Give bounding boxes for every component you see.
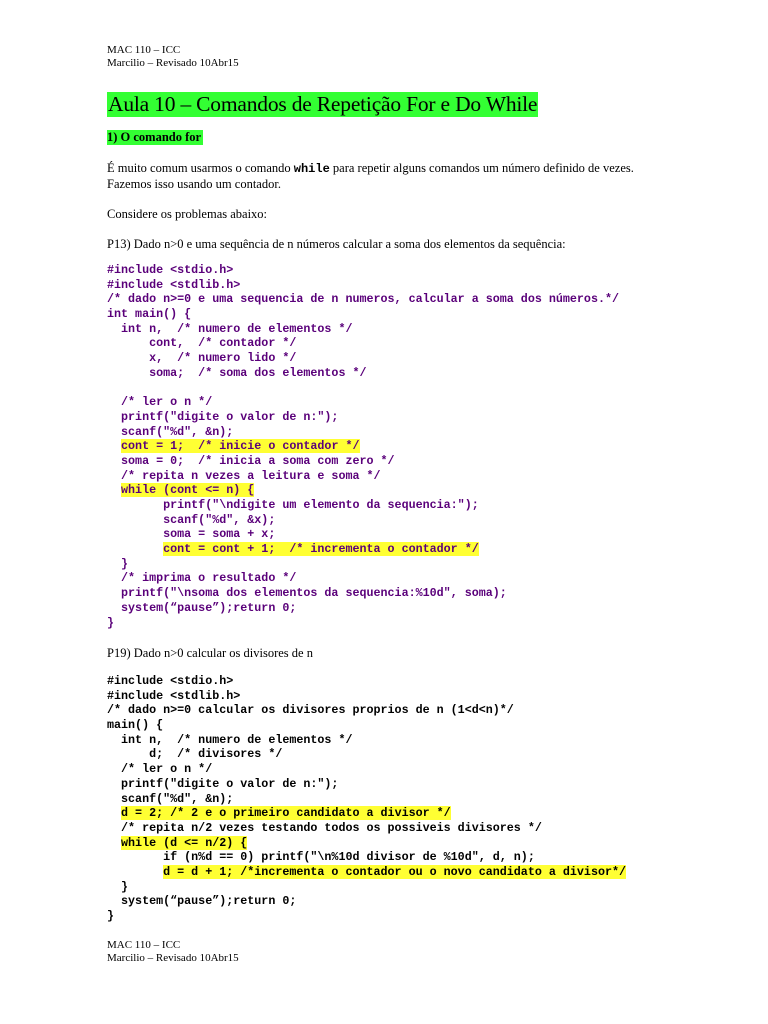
code-line: /* repita n/2 vezes testando todos os possiveis divisores */ (107, 820, 542, 835)
code-line: /* repita n vezes a leitura e soma */ (107, 468, 381, 483)
code-line: scanf("%d", &x); (107, 512, 276, 527)
code-line (107, 381, 619, 396)
code-line (107, 483, 619, 498)
code-block-p13 (107, 263, 619, 630)
problem-p13-statement: P13) Dado n>0 e uma sequência de n números calcular a soma dos elementos da sequência: (107, 237, 566, 251)
header-course: MAC 110 – ICC (107, 44, 181, 56)
inline-code-while: while (293, 162, 330, 176)
code-line: system(“pause”);return 0; (107, 600, 297, 615)
code-line: #include <stdlib.h> (107, 277, 241, 292)
intro-paragraph-line1 (107, 160, 634, 177)
code-line: /* ler o n */ (107, 762, 213, 777)
code-line: printf("digite o valor de n:"); (107, 776, 339, 791)
code-block-p19 (107, 674, 626, 924)
code-line: int n, /* numero de elementos */ (107, 732, 353, 747)
header-author-revision: Marcilio – Revisado 10Abr15 (107, 57, 239, 69)
code-line: } (107, 909, 115, 923)
highlighted-code: d = 2; /* 2 e o primeiro candidato a divisor */ (121, 806, 451, 821)
code-line: #include <stdlib.h> (107, 688, 241, 703)
code-line: system(“pause”);return 0; (107, 894, 297, 909)
code-line: scanf("%d", &n); (107, 791, 234, 806)
code-line: main() { (107, 718, 164, 733)
code-line: cont, /* contador */ (107, 336, 297, 351)
page-title: Aula 10 – Comandos de Repetição For e Do While (108, 92, 538, 116)
code-line: scanf("%d", &n); (107, 424, 234, 439)
problem-p19-statement: P19) Dado n>0 calcular os divisores de n (107, 646, 313, 660)
code-line: /* ler o n */ (107, 395, 213, 410)
code-line: /* dado n>=0 calcular os divisores proprios de n (1<d<n)*/ (107, 703, 514, 718)
highlighted-code: while (cont <= n) { (121, 483, 255, 498)
code-line: #include <stdio.h> (107, 263, 234, 277)
code-line: /* dado n>=0 e uma sequencia de n numeros, calcular a soma dos números.*/ (107, 292, 619, 307)
code-line: int n, /* numero de elementos */ (107, 321, 353, 336)
code-line: printf("\ndigite um elemento da sequencia:"); (107, 498, 479, 512)
section-heading: 1) O comando for (107, 130, 202, 144)
intro-paragraph-consider: Considere os problemas abaixo: (107, 207, 268, 221)
code-line: soma = 0; /* inicia a soma com zero */ (107, 453, 395, 468)
code-line (107, 836, 626, 851)
footer-course: MAC 110 – ICC (107, 939, 181, 951)
code-line (107, 806, 626, 821)
highlighted-code: d = d + 1; /*incrementa o contador ou o novo candidato a divisor*/ (163, 864, 627, 879)
code-line: /* imprima o resultado */ (107, 571, 297, 586)
code-line: if (n%d == 0) printf("\n%10d divisor de %10d", d, n); (107, 850, 535, 865)
intro-text-before: É muito comum usarmos o comando (107, 161, 294, 175)
code-line: #include <stdio.h> (107, 674, 234, 688)
highlighted-code: while (d <= n/2) { (121, 835, 248, 850)
intro-paragraph-line2: Fazemos isso usando um contador. (107, 177, 281, 191)
footer-author-revision: Marcilio – Revisado 10Abr15 (107, 952, 239, 964)
intro-text-after: para repetir alguns comandos um número definido de vezes. (329, 161, 634, 175)
code-line: x, /* numero lido */ (107, 351, 297, 366)
code-line: int main() { (107, 307, 192, 322)
highlighted-code: cont = 1; /* inicie o contador */ (121, 439, 360, 454)
code-line (107, 542, 619, 557)
code-line: } (107, 879, 129, 894)
code-line: soma = soma + x; (107, 527, 276, 542)
code-line: d; /* divisores */ (107, 747, 283, 762)
highlighted-code: cont = cont + 1; /* incrementa o contador */ (163, 542, 479, 557)
code-line: } (107, 556, 129, 571)
code-line: soma; /* soma dos elementos */ (107, 365, 367, 380)
code-line: } (107, 615, 115, 630)
page-header (107, 44, 239, 70)
page-footer (107, 939, 239, 965)
code-line (107, 865, 626, 880)
code-line (107, 439, 619, 454)
code-line: printf("digite o valor de n:"); (107, 409, 339, 424)
code-line: printf("\nsoma dos elementos da sequencia:%10d", soma); (107, 586, 507, 601)
